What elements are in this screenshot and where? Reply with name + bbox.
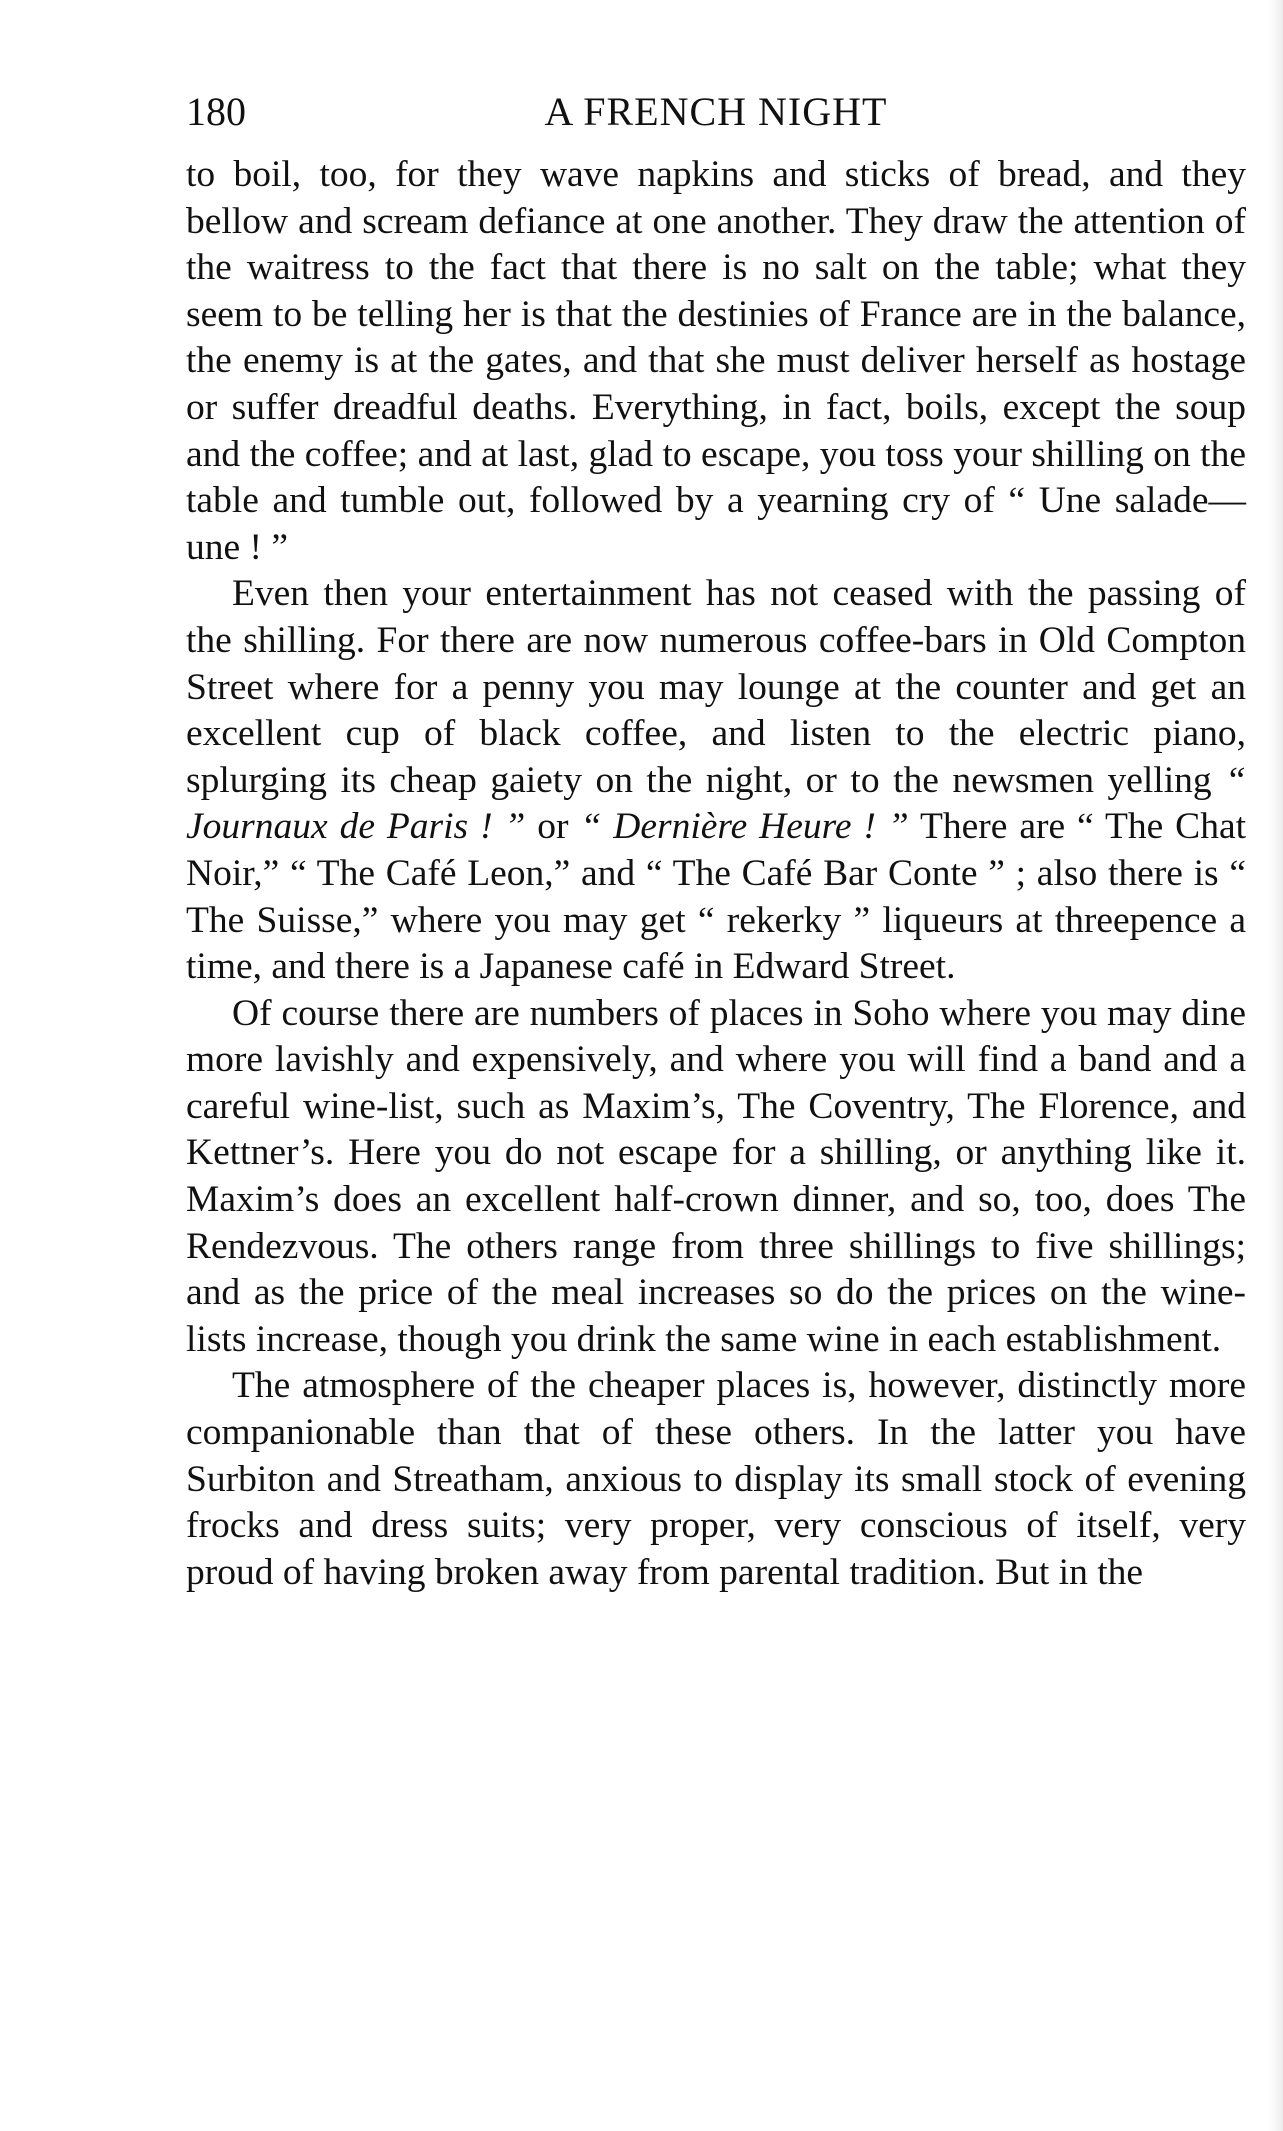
body-text	[186, 152, 1246, 1596]
running-head	[186, 82, 1246, 142]
running-title: A FRENCH NIGHT	[544, 89, 888, 134]
italic-title-derniere-heure: “ Dernière Heure ! ”	[580, 806, 909, 848]
paragraph-text: The atmosphere of the cheaper places is, however, distinctly more companionable than that of these others. In the latter you have Surbiton and Streatham, anxious to display its small stock of evening frocks and dress suits; very proper, very conscious of itself, very proud of having broken away from parental tradition. But in the	[186, 1365, 1246, 1593]
paragraph-2	[186, 571, 1246, 990]
paragraph-text: to boil, too, for they wave napkins and sticks of bread, and they bellow and scream defiance at one another. They draw the attention of the waitress to the fact that there is no salt on the table; what they seem to be telling her is that the destinies of France are in the balance, the enemy is at the gates, and that she must deliver herself as hostage or suffer dreadful deaths. Everything, in fact, boils, except the soup and the coffee; and at last, glad to escape, you toss your shilling on the table and tumble out, followed by a yearning cry of “ Une salade—une ! ”	[186, 154, 1246, 568]
paragraph-1	[186, 152, 1246, 571]
page-edge-shadow	[1269, 0, 1283, 2131]
paragraph-text: There are “ The Chat Noir,” “ The Café Leon,” and “ The Café Bar Conte ” ; also there is “ The Suisse,” where you may get “ rekerky ” liqueurs at threepence a time, and there is a Japanese café in Edward Street.	[186, 806, 1247, 988]
paragraph-3	[186, 991, 1246, 1364]
italic-title-journaux: “ Journaux de Paris ! ”	[186, 759, 1246, 848]
paragraph-text: Of course there are numbers of places in Soho where you may dine more lavishly and expensively, and where you will find a band and a careful wine-list, such as Maxim’s, The Coventry, The Florence, and Kettner’s. Here you do not escape for a shilling, or anything like it. Maxim’s does an excellent half-crown dinner, and so, too, does The Rendezvous. The others range from three shillings to five shillings; and as the price of the meal increases so do the prices on the wine-lists increase, though you drink the same wine in each establishment.	[186, 992, 1246, 1360]
paragraph-text: or	[525, 806, 581, 848]
paragraph-text: Even then your entertainment has not ceased with the passing of the shilling. For there are now numerous coffee-bars in Old Compton Street where for a penny you may lounge at the counter and get an excellent cup of black coffee, and listen to the electric piano, splurging its cheap gaiety on the night, or to the newsmen yelling	[186, 573, 1246, 801]
page-number: 180	[186, 89, 246, 134]
paragraph-4	[186, 1363, 1246, 1596]
book-page	[186, 82, 1246, 1596]
